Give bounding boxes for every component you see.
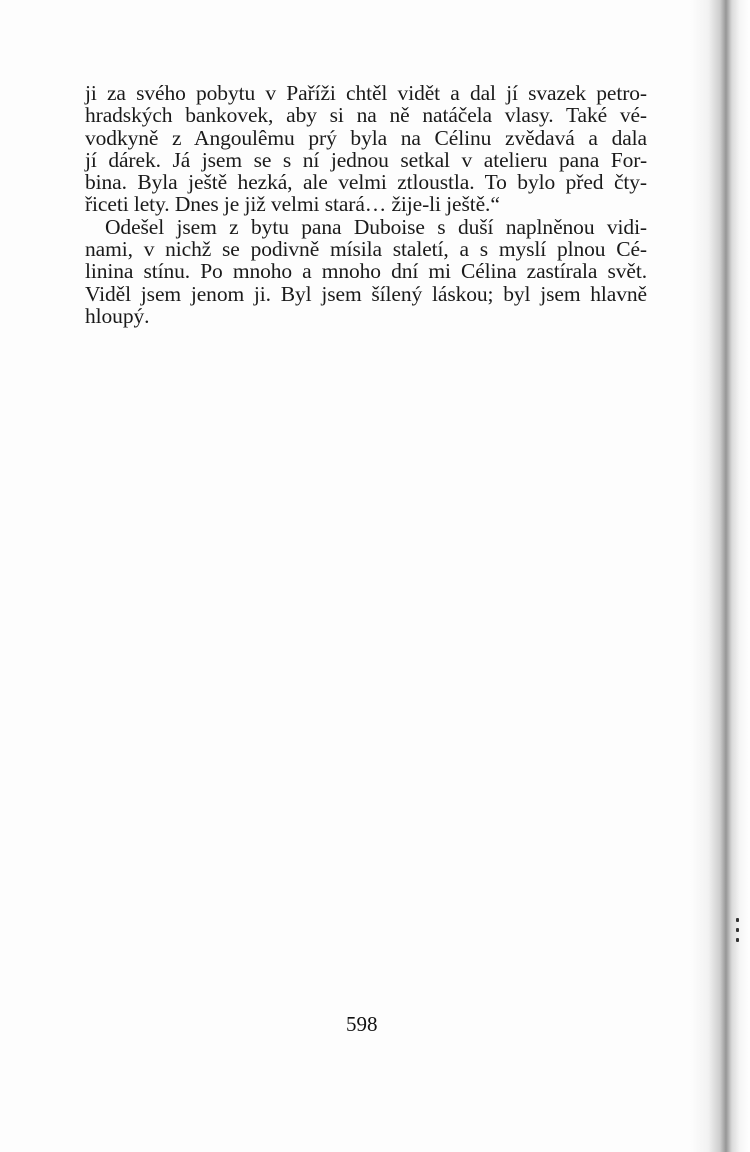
text-line: Viděl jsem jenom ji. Byl jsem šílený láskou; byl jsem hlavně [85, 281, 647, 306]
binding-marks [736, 918, 740, 948]
paragraph-1 [85, 82, 647, 216]
paragraph-2 [85, 216, 647, 327]
text-line: řiceti lety. Dnes je již velmi stará… žije-li ještě.“ [85, 192, 500, 217]
binding-dot [736, 918, 739, 922]
text-line: vodkyně z Angoulêmu prý byla na Célinu zvědavá a dala [85, 125, 647, 150]
text-line: Odešel jsem z bytu pana Duboise s duší naplněnou vidi- [105, 214, 647, 239]
text-line: hradských bankovek, aby si na ně natáčela vlasy. Také vé- [85, 103, 647, 128]
text-line: bina. Byla ještě hezká, ale velmi ztloustla. To bylo před čty- [85, 170, 647, 195]
binding-dot [736, 928, 739, 932]
binding-dot [736, 938, 739, 942]
text-line: nami, v nichž se podivně mísila staletí, a s myslí plnou Cé- [85, 237, 647, 262]
text-line: jí dárek. Já jsem se s ní jednou setkal v atelieru pana For- [85, 147, 647, 172]
text-line: hloupý. [85, 303, 150, 328]
body-text [85, 82, 647, 327]
text-line: linina stínu. Po mnoho a mnoho dní mi Célina zastírala svět. [85, 259, 647, 284]
text-line: ji za svého pobytu v Paříži chtěl vidět a dal jí svazek petro- [85, 81, 647, 105]
book-gutter-shadow [690, 0, 750, 1152]
page-number: 598 [346, 1012, 378, 1036]
